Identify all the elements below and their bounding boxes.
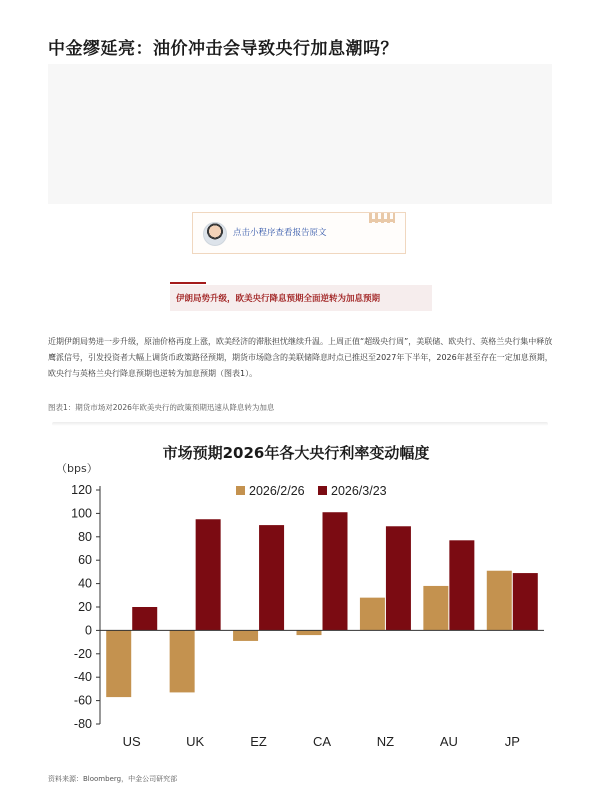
bar-uk-series-1 xyxy=(170,630,195,692)
bar-uk-series-2 xyxy=(196,519,221,630)
y-tick-label: 0 xyxy=(85,623,92,638)
chart-legend xyxy=(236,484,387,498)
y-axis-unit: （bps） xyxy=(56,462,98,475)
bar-us-series-2 xyxy=(132,607,157,630)
bar-au-series-1 xyxy=(423,586,448,630)
category-label: US xyxy=(122,734,141,749)
y-tick-label: 40 xyxy=(78,576,92,591)
mini-program-card[interactable] xyxy=(192,212,406,254)
category-label: NZ xyxy=(376,734,395,749)
legend-swatch xyxy=(236,486,245,495)
y-tick-label: 20 xyxy=(78,600,92,614)
bar-us-series-1 xyxy=(106,630,131,697)
source-note: 资料来源：Bloomberg，中金公司研究部 xyxy=(48,775,178,783)
category-label: UK xyxy=(186,734,205,749)
avatar xyxy=(203,222,227,246)
y-tick-label: 120 xyxy=(71,483,92,497)
bar-ez-series-1 xyxy=(233,630,258,641)
banner-placeholder xyxy=(48,64,552,204)
chart-top-shadow xyxy=(52,422,548,426)
subhead-text: 伊朗局势升级，欧美央行降息预期全面逆转为加息预期 xyxy=(176,294,381,304)
bar-chart xyxy=(48,428,552,764)
category-label: EZ xyxy=(250,734,267,749)
y-tick-label: -60 xyxy=(73,693,92,708)
bar-nz-series-1 xyxy=(360,598,385,631)
subhead-accent-line xyxy=(170,282,206,284)
legend-label: 2026/2/26 xyxy=(249,484,305,498)
category-label: CA xyxy=(312,734,332,749)
y-tick-label: 100 xyxy=(71,506,92,521)
bar-ez-series-2 xyxy=(259,525,284,630)
article-title: 中金缪延亮：油价冲击会导致央行加息潮吗？ xyxy=(48,39,398,59)
mini-program-link[interactable]: 点击小程序查看报告原文 xyxy=(233,228,327,238)
y-tick-label: -40 xyxy=(73,670,92,685)
card-decoration-bar xyxy=(369,219,395,222)
bar-nz-series-2 xyxy=(386,526,411,630)
legend-swatch xyxy=(318,486,327,495)
bar-jp-series-1 xyxy=(487,571,512,631)
y-tick-label: 60 xyxy=(78,553,92,568)
category-label: AU xyxy=(439,734,458,749)
bar-ca-series-1 xyxy=(297,630,322,635)
y-tick-label: -80 xyxy=(73,717,92,731)
x-axis xyxy=(100,630,544,749)
category-label: JP xyxy=(504,734,520,749)
chart-title: 市场预期2026年各大央行利率变动幅度 xyxy=(162,444,430,462)
figure-caption: 图表1：期货市场对2026年欧美央行的政策预期迅速从降息转为加息 xyxy=(48,403,275,412)
bars-group xyxy=(106,512,538,697)
section-subhead xyxy=(170,285,432,311)
bar-ca-series-2 xyxy=(323,512,348,630)
legend-label: 2026/3/23 xyxy=(331,484,387,498)
y-tick-label: -20 xyxy=(73,646,92,661)
y-tick-label: 80 xyxy=(78,529,92,544)
y-axis xyxy=(71,483,100,731)
bar-jp-series-2 xyxy=(513,573,538,630)
body-paragraph: 近期伊朗局势进一步升级，原油价格再度上涨，欧美经济的滞胀担忧继续升温。上周正值“超级央行周”，美联储、欧央行、英格兰央行集中释放鹰派信号，引发投资者大幅上调货币政策路径预期，期货市场隐含的美联储降息时点已推迟至2027年下半年，2026年甚至存在一定加息预期，欧央行与英格兰央行降息预期也逆转为加息预期（图表1）。 xyxy=(48,337,553,378)
bar-au-series-2 xyxy=(449,540,474,630)
